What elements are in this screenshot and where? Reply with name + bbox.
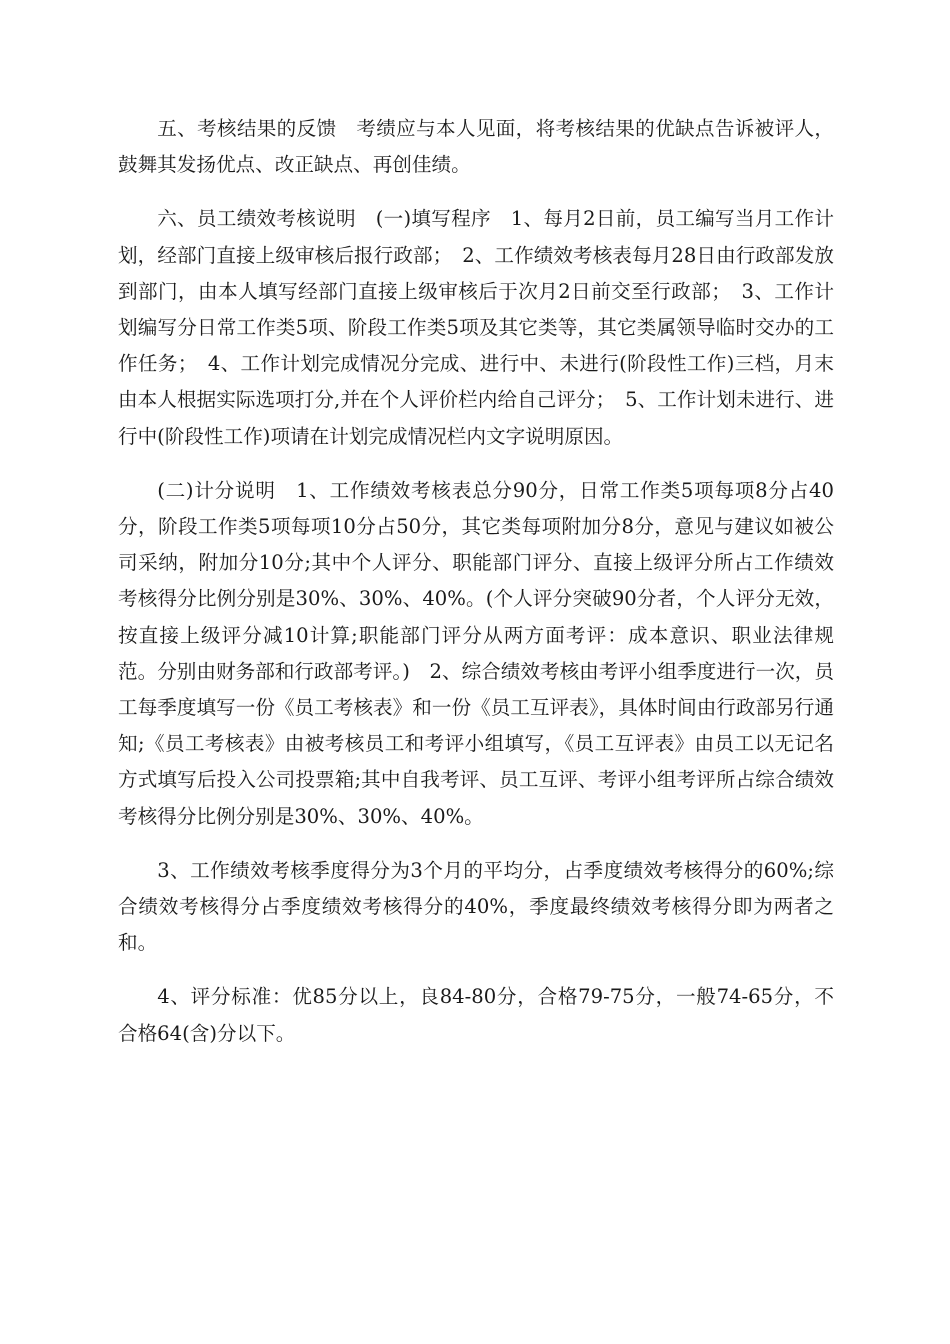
paragraph-feedback: 五、考核结果的反馈 考绩应与本人见面，将考核结果的优缺点告诉被评人，鼓舞其发扬优点、改正缺点、再创佳绩。 bbox=[118, 117, 834, 177]
paragraph-quarterly-score: 3、工作绩效考核季度得分为3个月的平均分，占季度绩效考核得分的60%;综合绩效考核得分占季度绩效考核得分的40%，季度最终绩效考核得分即为两者之和。 bbox=[118, 858, 834, 955]
document-body bbox=[118, 111, 834, 1070]
paragraph-appraisal-instructions: 六、员工绩效考核说明 (一)填写程序 1、每月2日前，员工编写当月工作计划，经部门直接上级审核后报行政部； 2、工作绩效考核表每月28日由行政部发放到部门，由本人填写经部门直接上级审核后于次月2日前交至行政部； 3、工作计划编写分日常工作类5项、阶段工作类5项及其它类等，其它类属领导临时交办的工作任务； 4、工作计划完成情况分完成、进行中、未进行(阶段性工作)三档，月末由本人根据实际选项打分,并在个人评价栏内给自己评分； 5、工作计划未进行、进行中(阶段性工作)项请在计划完成情况栏内文字说明原因。 bbox=[118, 207, 834, 448]
paragraph-scoring-instructions: (二)计分说明 1、工作绩效考核表总分90分，日常工作类5项每项8分占40分，阶段工作类5项每项10分占50分，其它类每项附加分8分，意见与建议如被公司采纳，附加分10分;其中个人评分、职能部门评分、直接上级评分所占工作绩效考核得分比例分别是30%、30%、40%。(个人评分突破90分者，个人评分无效，按直接上级评分减10计算;职能部门评分从两方面考评：成本意识、职业法律规范。分别由财务部和行政部考评。) 2、综合绩效考核由考评小组季度进行一次，员工每季度填写一份《员工考核表》和一份《员工互评表》，具体时间由行政部另行通知;《员工考核表》由被考核员工和考评小组填写，《员工互评表》由员工以无记名方式填写后投入公司投票箱;其中自我考评、员工互评、考评小组考评所占综合绩效考核得分比例分别是30%、30%、40%。 bbox=[118, 478, 834, 828]
paragraph-scoring-standard: 4、评分标准：优85分以上，良84-80分，合格79-75分，一般74-65分，不合格64(含)分以下。 bbox=[118, 985, 834, 1045]
